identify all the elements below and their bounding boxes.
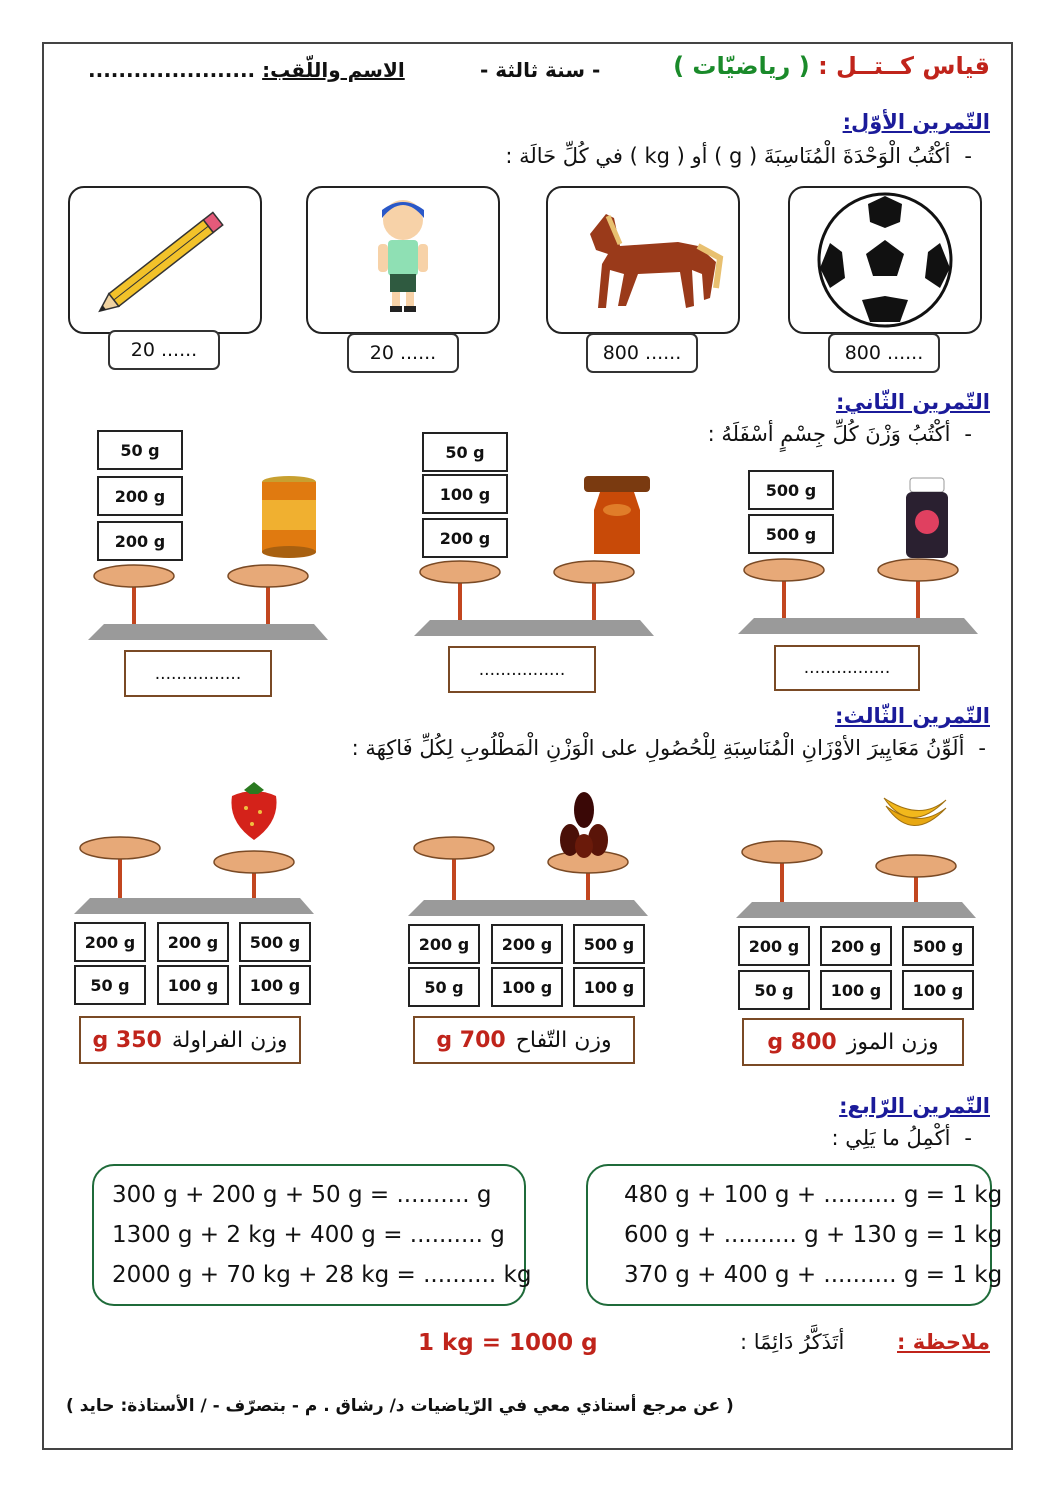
note-label: ملاحظة :: [897, 1330, 990, 1354]
powder-jar-icon: [902, 478, 952, 562]
equation[interactable]: 300 g + 200 g + 50 g = .......... g: [112, 1182, 492, 1208]
equation[interactable]: 600 g + .......... g + 130 g = 1 kg: [624, 1222, 1003, 1248]
grade-level: - سنة ثالثة -: [480, 58, 601, 82]
card-soccer-ball: [788, 186, 982, 334]
worksheet-title: قياس كــتــل : ( رياضيّات ): [673, 52, 990, 80]
weight-box[interactable]: 500 g: [573, 924, 645, 964]
weight-box[interactable]: 100 g: [573, 967, 645, 1007]
exercise-3-instruction: -ألَوِّنُ مَعَايِيرَ الأوْزَانِ الْمُنَاسِبَةِ لِلْحُصُولِ على الْوَزْنِ الْمَطْلُوبِ لِكُلِّ فَاكِهَة :: [351, 736, 986, 760]
weight-box[interactable]: 100 g: [491, 967, 563, 1007]
weight-box[interactable]: 500 g: [239, 922, 311, 962]
equation[interactable]: 1300 g + 2 kg + 400 g = .......... g: [112, 1222, 505, 1248]
horse-icon: [548, 188, 738, 332]
weight-box[interactable]: 200 g: [157, 922, 229, 962]
exercise-4-instruction: -أكْمِلُ ما يَلِي :: [831, 1126, 972, 1150]
answer-box[interactable]: ................: [124, 650, 272, 697]
balance-scale-strawberry: [70, 834, 320, 914]
boy-icon: [308, 188, 498, 332]
banana-icon: [880, 788, 950, 838]
card-boy: [306, 186, 500, 334]
weight-box[interactable]: 50 g: [738, 970, 810, 1010]
weight-box[interactable]: 200 g: [74, 922, 146, 962]
note-remember: أتَذَكَّرُ دَائِمًا :: [740, 1330, 845, 1354]
weight-box[interactable]: 200 g: [820, 926, 892, 966]
answer-box[interactable]: ................: [774, 645, 920, 691]
weight-box[interactable]: 200 g: [408, 924, 480, 964]
balance-scale-right: [734, 550, 984, 640]
name-field: الاسم واللّقب: ......................: [88, 58, 405, 82]
exercise-4-title: التّمرين الرّابع:: [839, 1094, 990, 1118]
soccer-ball-icon: [790, 188, 980, 332]
answer-pencil[interactable]: 20 ......: [108, 330, 220, 370]
answer-horse[interactable]: 800 ......: [586, 333, 698, 373]
balance-scale-middle: [410, 552, 660, 642]
weight-box[interactable]: 100 g: [902, 970, 974, 1010]
honey-jar-icon: [582, 470, 652, 560]
weight-box: 200 g: [97, 476, 183, 516]
equation[interactable]: 370 g + 400 g + .......... g = 1 kg: [624, 1262, 1003, 1288]
card-pencil: [68, 186, 262, 334]
fruit-weight-label: وزن الموز 800 g: [742, 1018, 964, 1066]
balance-scale-banana: [732, 838, 982, 918]
exercise-3-title: التّمرين الثّالث:: [835, 704, 990, 728]
weight-box[interactable]: 100 g: [239, 965, 311, 1005]
fruit-weight-label: وزن التّفاح 700 g: [413, 1016, 635, 1064]
balance-scale-left: [84, 556, 334, 646]
fruit-weight-label: وزن الفراولة 350 g: [79, 1016, 301, 1064]
weight-box[interactable]: 200 g: [491, 924, 563, 964]
weight-box: 50 g: [97, 430, 183, 470]
answer-boy[interactable]: 20 ......: [347, 333, 459, 373]
weight-box: 500 g: [748, 470, 834, 510]
card-horse: [546, 186, 740, 334]
answer-box[interactable]: ................: [448, 646, 596, 693]
weight-box[interactable]: 50 g: [408, 967, 480, 1007]
weight-box[interactable]: 500 g: [902, 926, 974, 966]
weight-box: 100 g: [422, 474, 508, 514]
equation[interactable]: 480 g + 100 g + .......... g = 1 kg: [624, 1182, 1003, 1208]
balance-scale-apple: [404, 836, 654, 916]
footer-reference: ( عن مرجع أستاذي معي في الرّياضيات د/ رشاق . م - بتصرّف - / الأستاذة: حايد ): [66, 1396, 734, 1416]
apple-icon: [556, 780, 612, 860]
weight-box[interactable]: 100 g: [820, 970, 892, 1010]
note-rule: 1 kg = 1000 g: [418, 1330, 598, 1356]
equation[interactable]: 2000 g + 70 kg + 28 kg = .......... kg: [112, 1262, 532, 1288]
exercise-2-instruction: -أكْتُبُ وَزْنَ كُلِّ جِسْمٍ أسْفَلَهُ :: [707, 422, 972, 446]
answer-ball[interactable]: 800 ......: [828, 333, 940, 373]
strawberry-icon: [224, 782, 284, 842]
weight-box: 200 g: [97, 521, 183, 561]
pencil-icon: [70, 188, 260, 332]
exercise-1-title: التّمرين الأوّل:: [842, 110, 990, 134]
weight-box[interactable]: 100 g: [157, 965, 229, 1005]
tin-can-icon: [260, 476, 318, 558]
exercise-2-title: التّمرين الثّاني:: [836, 390, 990, 414]
exercise-1-instruction: -أكْتُبُ الْوَحْدَةَ الْمُنَاسِبَةَ ( g ) أو ( kg ) في كُلِّ حَالَة :: [505, 144, 972, 168]
weight-box: 50 g: [422, 432, 508, 472]
weight-box: 200 g: [422, 518, 508, 558]
weight-box[interactable]: 50 g: [74, 965, 146, 1005]
weight-box: 500 g: [748, 514, 834, 554]
weight-box[interactable]: 200 g: [738, 926, 810, 966]
